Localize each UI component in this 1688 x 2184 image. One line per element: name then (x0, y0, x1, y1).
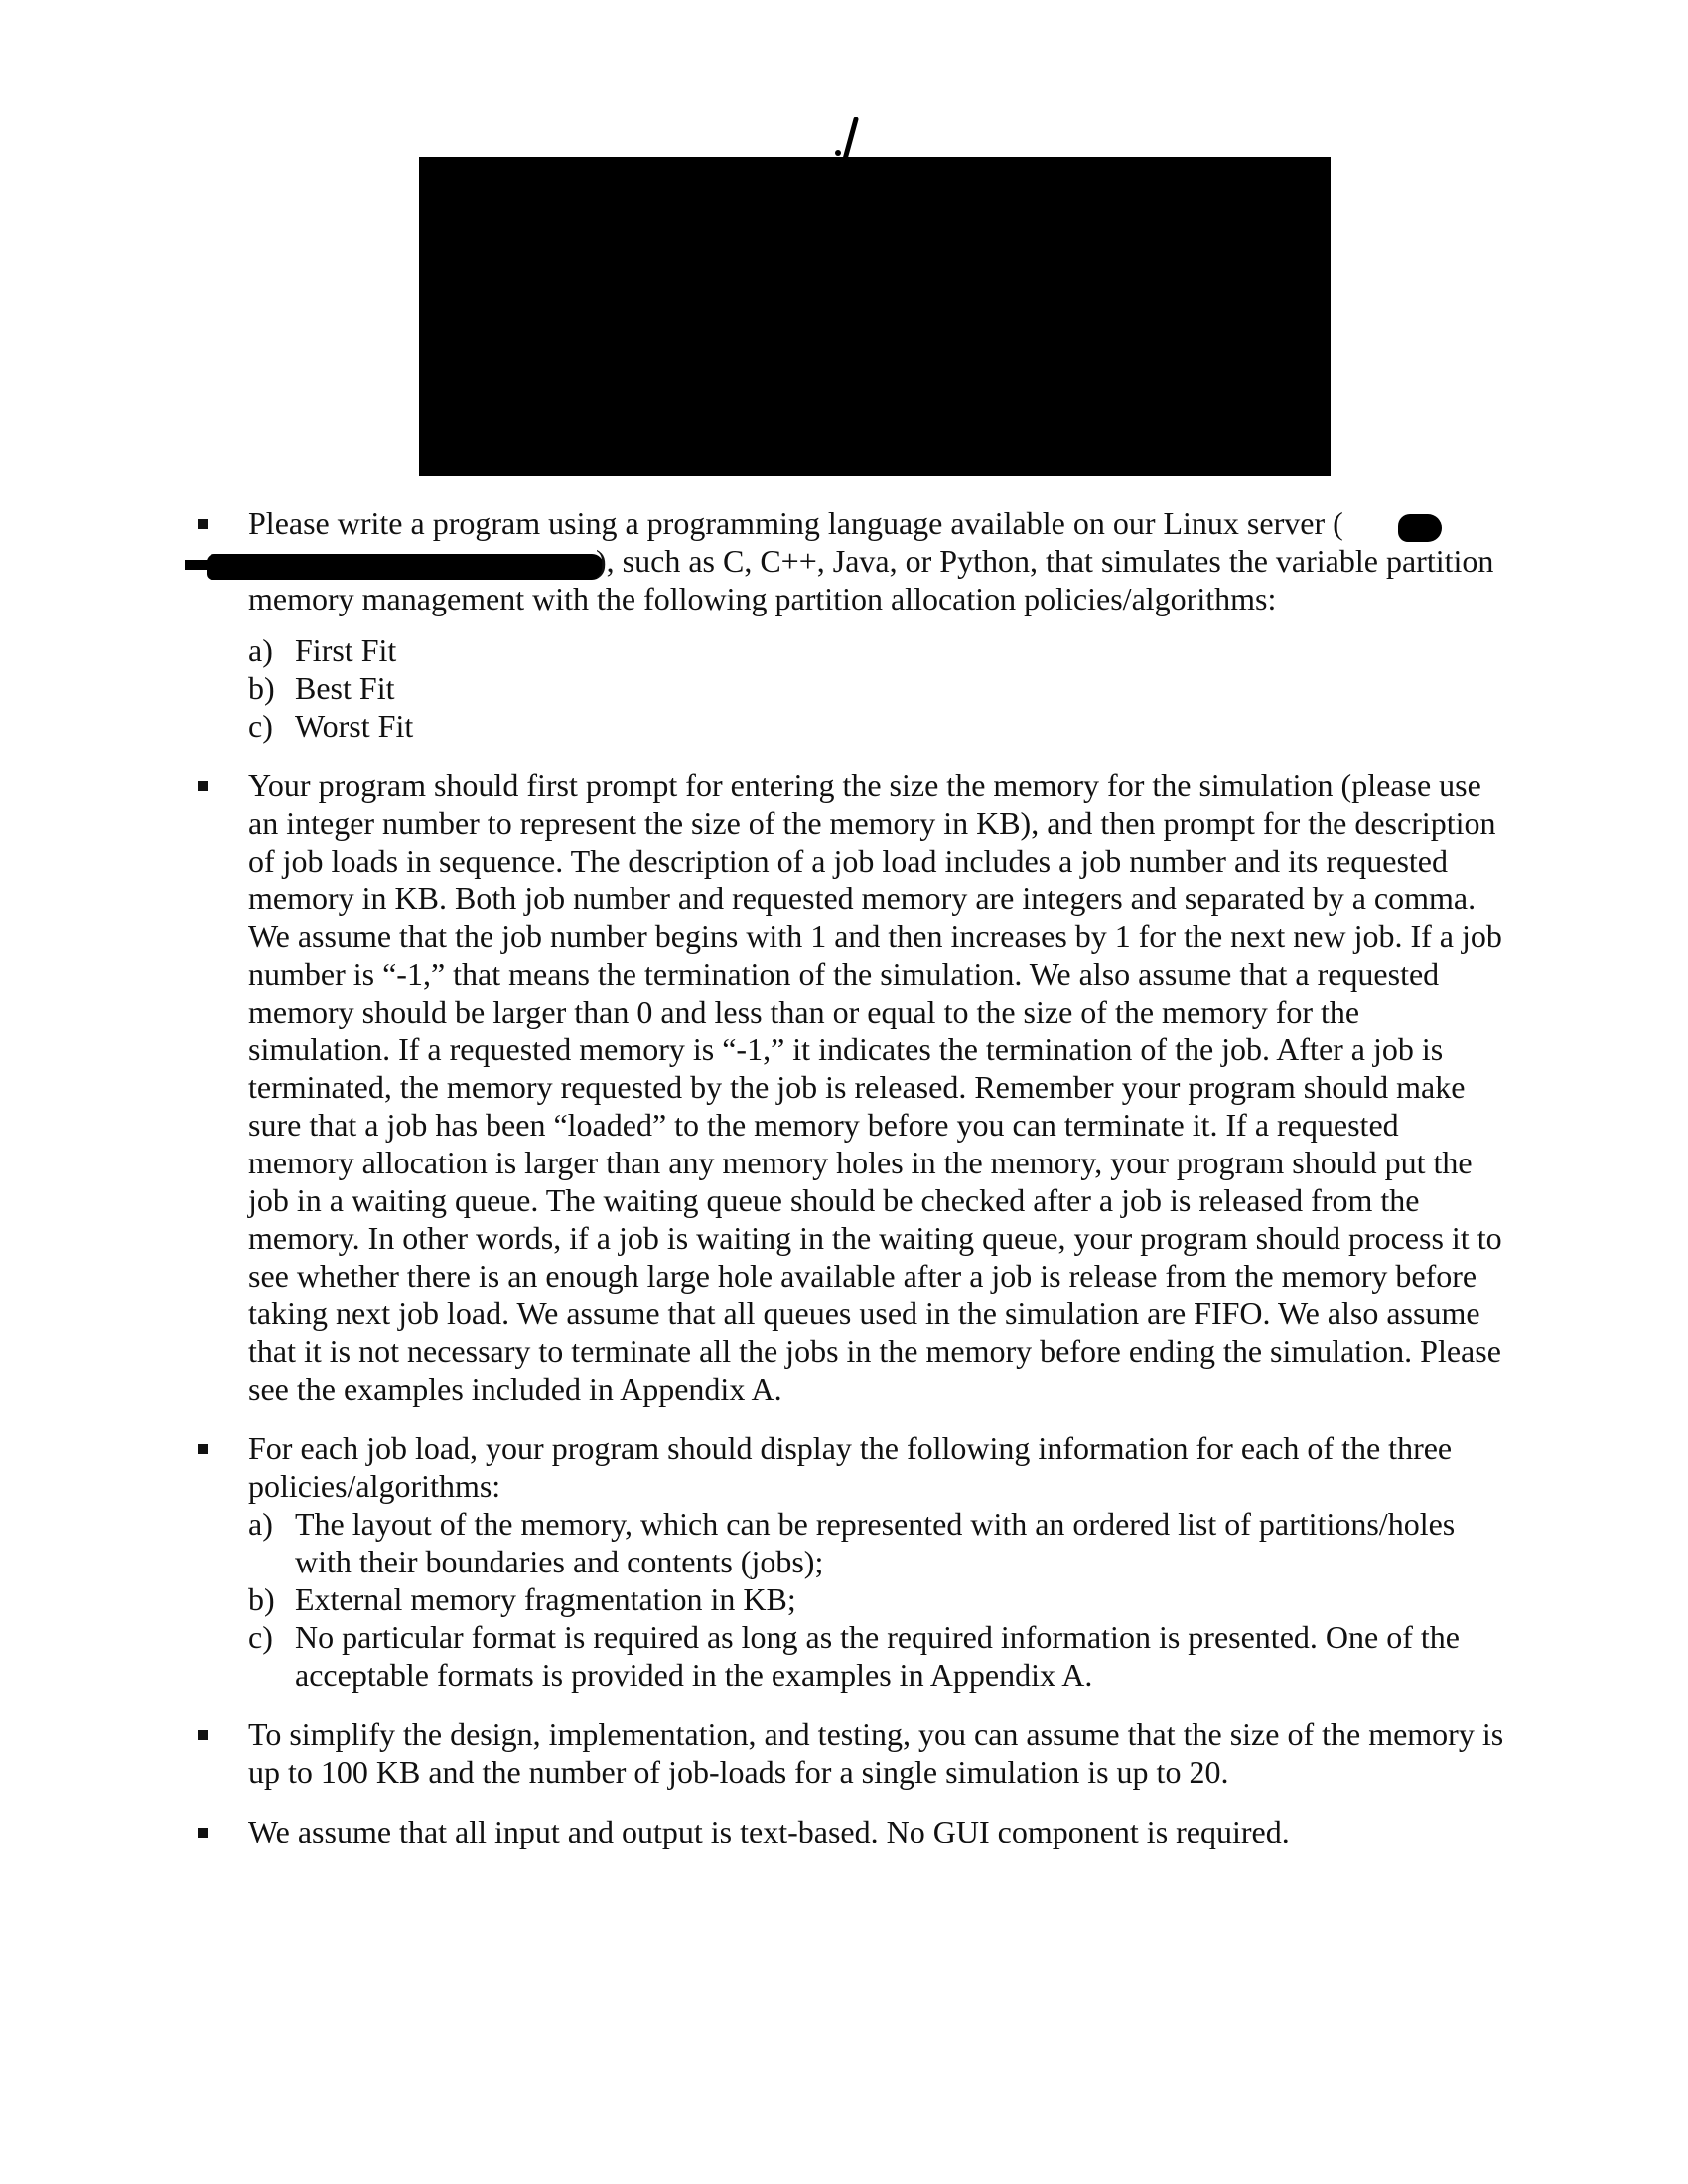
bullet-1-continuation: ), such as C, C++, Java, or Python, that simulates the variable partition memory management with the following partition allocation policies/algorithms: (248, 543, 1494, 616)
bullet-2-text: Your program should first prompt for entering the size the memory for the simulation (please use an integer number to represent the size of the memory in KB), and then prompt for the description of job loads in sequence. The description of a job load includes a job number and its requested memory in KB. Both job number and requested memory are integers and separated by a comma. We assume that the job number begins with 1 and then increases by 1 for the next new job. If a job number is “-1,” that means the termination of the simulation. We also assume that a requested memory should be larger than 0 and less than or equal to the size of the memory for the simulation. If a requested memory is “-1,” it indicates the termination of the job. After a job is terminated, the memory requested by the job is released. Remember your program should make sure that a job has been “loaded” to the memory before you can terminate it. If a requested memory allocation is larger than any memory holes in the memory, your program should put the job in a waiting queue. The waiting queue should be checked after a job is released from the memory. In other words, if a job is waiting in the waiting queue, your program should process it to see whether there is an enough large hole available after a job is release from the memory before taking next job load. We assume that all queues used in the simulation are FIFO. We also assume that it is not necessary to terminate all the jobs in the memory before ending the simulation. Please see the examples included in Appendix A. (248, 767, 1502, 1407)
square-bullet-icon (198, 519, 208, 529)
bullet-3-text: For each job load, your program should display the following information for each of the three policies/algorithms: (248, 1431, 1453, 1504)
bullet-1-lead: Please write a program using a programming language available on our Linux server ( (248, 505, 1343, 541)
requirement-bullet-5 (194, 1813, 1504, 1850)
output-requirements-list (194, 1505, 1504, 1694)
bullet-4-text: To simplify the design, implementation, and testing, you can assume that the size of the memory is up to 100 KB and the number of job-loads for a single simulation is up to 20. (248, 1716, 1504, 1790)
square-bullet-icon (198, 1444, 208, 1454)
requirement-bullet-1 (194, 504, 1504, 617)
square-bullet-icon (198, 1828, 208, 1838)
list-item: a) First Fit (248, 632, 397, 668)
requirement-bullet-4 (194, 1715, 1504, 1791)
square-bullet-icon (198, 781, 208, 791)
bullet-5-text: We assume that all input and output is text-based. No GUI component is required. (248, 1814, 1290, 1849)
requirement-bullet-2 (194, 766, 1504, 1408)
list-item: c) Worst Fit (248, 708, 414, 744)
square-bullet-icon (198, 1730, 208, 1740)
list-item: c) No particular format is required as long as the required information is presented. One of the acceptable formats is provided in the examples in Appendix A. (248, 1619, 1460, 1693)
list-item: b) External memory fragmentation in KB; (248, 1581, 796, 1617)
bullet-1-text (248, 504, 1504, 617)
redacted-header-block (419, 157, 1331, 476)
list-item: b) Best Fit (248, 670, 395, 706)
list-item: a) The layout of the memory, which can be represented with an ordered list of partitions/holes with their boundaries and contents (jobs); (248, 1506, 1456, 1579)
document-body (194, 504, 1504, 1850)
requirement-bullet-3 (194, 1430, 1504, 1505)
pen-mark (832, 117, 870, 165)
allocation-policy-list (194, 631, 1504, 745)
